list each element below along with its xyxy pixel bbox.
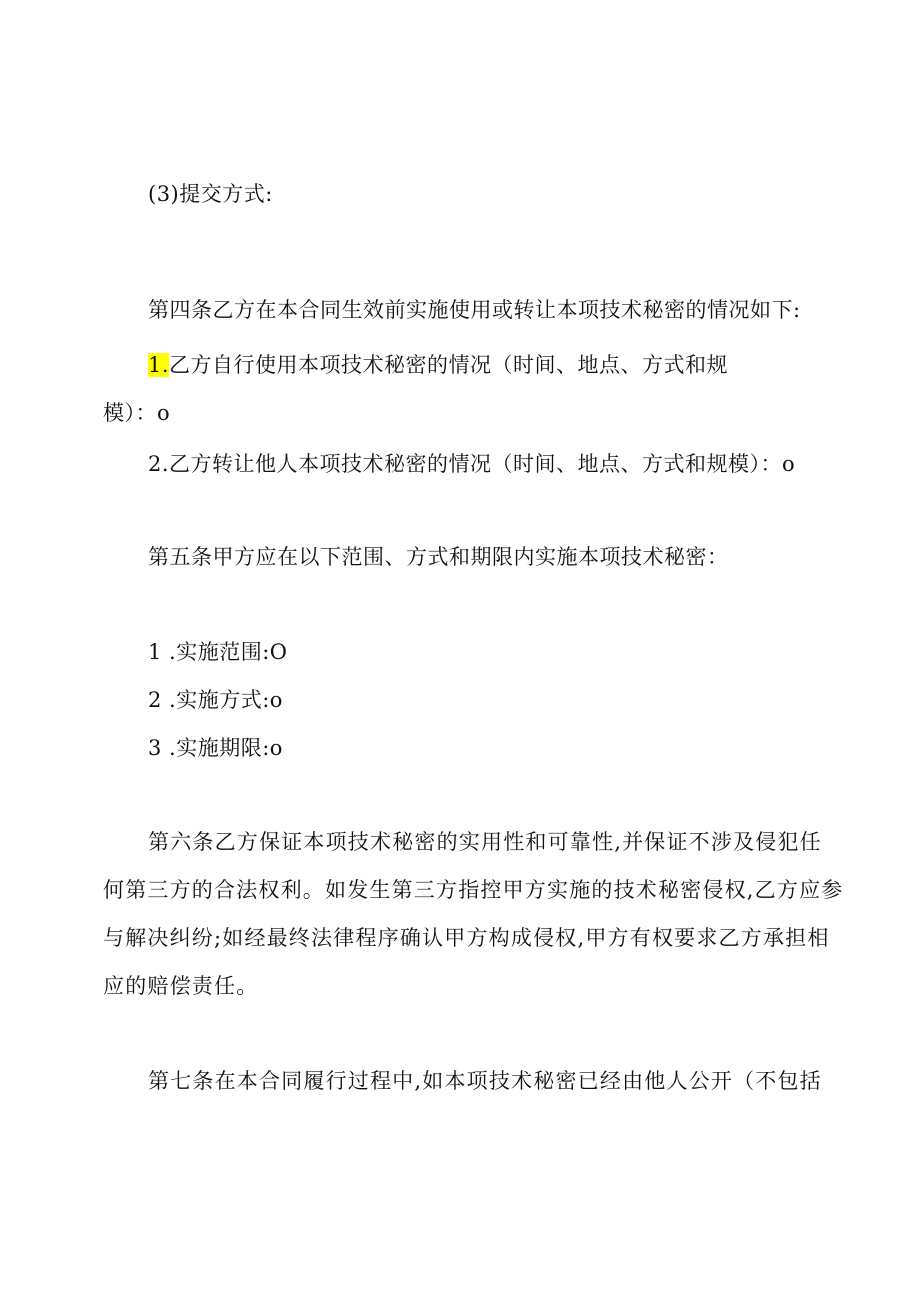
article-6-line-4: 应的赔偿责任。: [103, 974, 259, 998]
article-5-item-2: 2 .实施方式:o: [148, 688, 283, 712]
article-7-line-1: 第七条在本合同履行过程中,如本项技术秘密已经由他人公开（不包括: [148, 1069, 822, 1093]
article-4-item-1-line-1: [148, 351, 728, 379]
article-4-item-1-line-2: 模）：o: [103, 401, 171, 425]
article-4-item-2: 2.乙方转让他人本项技术秘密的情况（时间、地点、方式和规模）：o: [148, 452, 796, 476]
article-6-line-1: 第六条乙方保证本项技术秘密的实用性和可靠性,并保证不涉及侵犯任: [148, 830, 822, 854]
article-5-heading: 第五条甲方应在以下范围、方式和期限内实施本项技术秘密：: [148, 545, 729, 569]
article-6-line-2: 何第三方的合法权利。如发生第三方指控甲方实施的技术秘密侵权,乙方应参: [103, 878, 844, 902]
article-5-item-3: 3 .实施期限:o: [148, 736, 283, 760]
article-4-item-1-text: 乙方自行使用本项技术秘密的情况（时间、地点、方式和规: [169, 353, 729, 377]
highlighted-item-number: 1.: [148, 353, 170, 377]
item-3-submit-method: (3)提交方式:: [148, 182, 273, 206]
article-5-item-1: 1 .实施范围:O: [148, 640, 288, 664]
article-4-heading: 第四条乙方在本合同生效前实施使用或转让本项技术秘密的情况如下:: [148, 298, 801, 322]
article-6-line-3: 与解决纠纷;如经最终法律程序确认甲方构成侵权,甲方有权要求乙方承担相: [103, 926, 830, 950]
